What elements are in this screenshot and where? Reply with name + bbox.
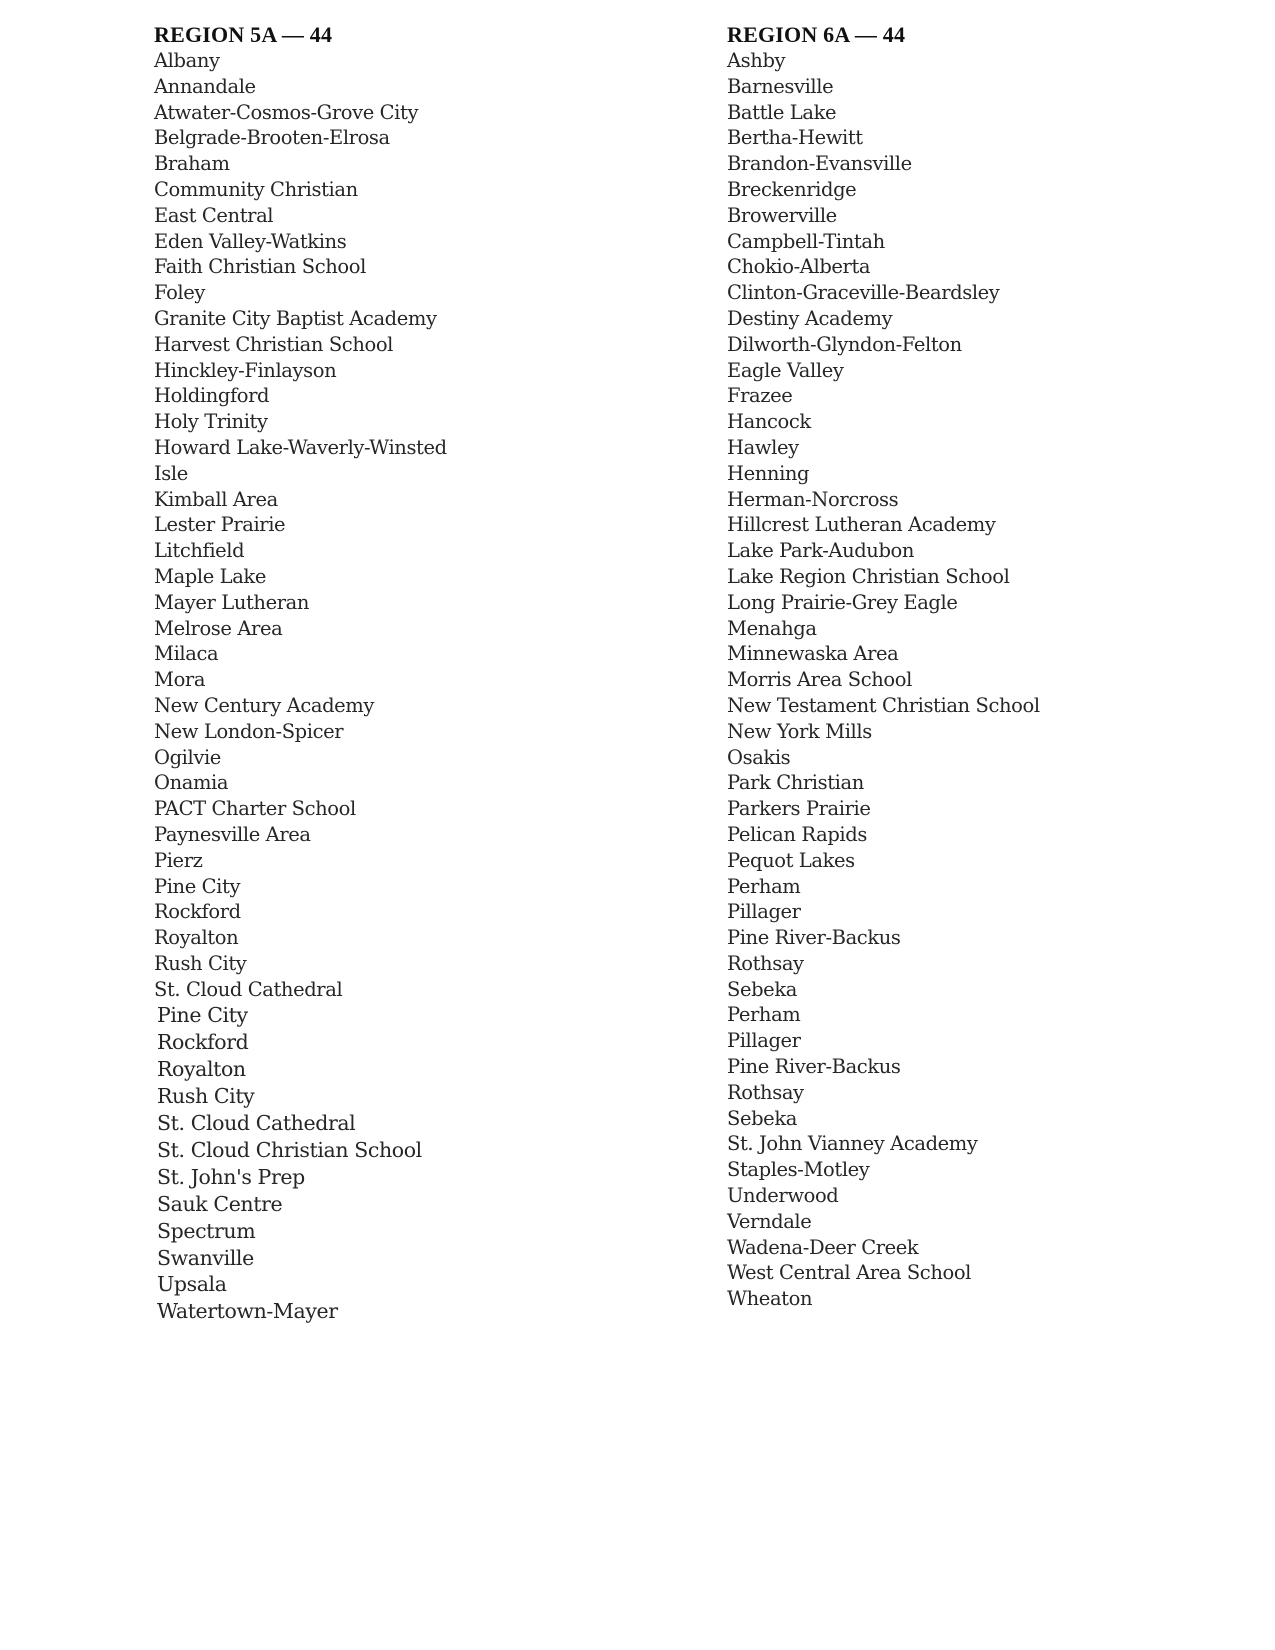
school-list-item: Holy Trinity — [154, 410, 268, 434]
school-list-item: Perham — [727, 1003, 801, 1027]
school-list-item: Milaca — [154, 642, 219, 666]
region-6a-heading: REGION 6A — 44 — [727, 22, 906, 47]
school-list-item: Litchfield — [154, 539, 245, 563]
school-list-item: Rothsay — [727, 1080, 804, 1104]
school-list-item: Foley — [154, 281, 205, 305]
school-list-item: Hinckley-Finlayson — [154, 358, 337, 382]
school-list-item: Menahga — [727, 616, 817, 640]
school-list-item: Rockford — [157, 1030, 249, 1055]
school-list-item: Swanville — [157, 1245, 254, 1270]
school-list-item: Ogilvie — [154, 745, 221, 769]
school-list-item: Underwood — [727, 1184, 839, 1208]
school-list-item: Upsala — [157, 1272, 227, 1297]
school-list-item: Holdingford — [154, 384, 270, 408]
school-list-item: New Century Academy — [154, 693, 375, 717]
school-list-item: Henning — [727, 461, 810, 485]
school-list-item: Morris Area School — [727, 668, 912, 692]
school-list-item: Isle — [154, 461, 188, 485]
school-list-item: Melrose Area — [154, 616, 283, 640]
school-list-item: New London-Spicer — [154, 719, 344, 743]
school-list-item: Pine River-Backus — [727, 926, 901, 950]
school-list-item: Minnewaska Area — [727, 642, 899, 666]
school-list-item: Belgrade-Brooten-Elrosa — [154, 126, 390, 150]
school-list-item: Albany — [154, 49, 220, 72]
school-list-item: Spectrum — [157, 1218, 256, 1243]
region-6a-school-list — [727, 48, 1040, 1312]
school-list-item: Pequot Lakes — [727, 848, 855, 872]
school-list-item: Granite City Baptist Academy — [154, 306, 437, 330]
school-list-item: St. John Vianney Academy — [727, 1132, 978, 1156]
school-list-item: Paynesville Area — [154, 822, 311, 846]
school-list-item: Lake Park-Audubon — [727, 539, 915, 563]
school-list-item: Mora — [154, 668, 206, 692]
school-list-item: New York Mills — [727, 719, 872, 743]
school-list-item: Brandon-Evansville — [727, 152, 912, 176]
school-list-item: St. Cloud Cathedral — [154, 977, 343, 1001]
school-list-item: PACT Charter School — [154, 797, 356, 821]
school-list-item: Pine City — [157, 1003, 248, 1028]
school-list-item: New Testament Christian School — [727, 693, 1040, 717]
school-list-item: Pillager — [727, 1029, 801, 1053]
school-list-item: Perham — [727, 874, 801, 898]
school-list-item: Eagle Valley — [727, 358, 844, 382]
school-list-item: St. Cloud Christian School — [157, 1137, 422, 1162]
school-list-item: Parkers Prairie — [727, 797, 871, 821]
school-list-item: Rothsay — [727, 951, 804, 975]
school-list-item: East Central — [154, 203, 274, 227]
school-list-item: Pelican Rapids — [727, 822, 867, 846]
school-list-item: Dilworth-Glyndon-Felton — [727, 332, 962, 356]
school-list-item: Pine City — [154, 874, 241, 898]
school-list-item: Frazee — [727, 384, 793, 408]
school-list-item: Breckenridge — [727, 177, 857, 201]
school-list-item: Ashby — [727, 49, 786, 72]
school-list-item: Park Christian — [727, 771, 864, 795]
school-list-item: Annandale — [154, 74, 256, 98]
region-5a-heading: REGION 5A — 44 — [154, 22, 333, 47]
school-list-item: Sebeka — [727, 977, 797, 1001]
school-list-item: Kimball Area — [154, 487, 278, 511]
school-list-item: Browerville — [727, 203, 837, 227]
school-list-item: Sebeka — [727, 1106, 797, 1130]
school-list-item: Onamia — [154, 771, 229, 795]
region-5a-school-list — [154, 48, 447, 1325]
school-list-item: St. Cloud Cathedral — [157, 1111, 356, 1136]
school-list-item: Hillcrest Lutheran Academy — [727, 513, 996, 537]
school-list-item: Barnesville — [727, 74, 834, 98]
school-list-item: Howard Lake-Waverly-Winsted — [154, 435, 447, 459]
school-list-item: Pierz — [154, 848, 203, 872]
school-list-item: Pine River-Backus — [727, 1055, 901, 1079]
school-list-item: Watertown-Mayer — [157, 1299, 338, 1324]
school-list-item: St. John's Prep — [157, 1164, 305, 1189]
school-list-item: Royalton — [157, 1057, 246, 1082]
school-list-item: Wheaton — [727, 1287, 813, 1311]
school-list-item: Sauk Centre — [157, 1191, 283, 1216]
school-list-item: Herman-Norcross — [727, 487, 899, 511]
school-list-item: Hancock — [727, 410, 811, 434]
school-list-item: Faith Christian School — [154, 255, 366, 279]
school-list-item: Mayer Lutheran — [154, 590, 310, 614]
school-list-item: Rush City — [154, 951, 247, 975]
school-list-item: Royalton — [154, 926, 239, 950]
school-list-item: Eden Valley-Watkins — [154, 229, 347, 253]
school-list-item: Atwater-Cosmos-Grove City — [154, 100, 419, 124]
school-list-item: Long Prairie-Grey Eagle — [727, 590, 958, 614]
school-list-item: Campbell-Tintah — [727, 229, 885, 253]
school-list-item: Bertha-Hewitt — [727, 126, 863, 150]
school-list-item: Wadena-Deer Creek — [727, 1235, 919, 1259]
school-list-item: Staples-Motley — [727, 1158, 870, 1182]
school-list-item: Maple Lake — [154, 564, 266, 588]
school-list-item: Verndale — [727, 1209, 812, 1233]
school-list-item: Hawley — [727, 435, 799, 459]
school-list-item: Pillager — [727, 900, 801, 924]
school-list-item: Battle Lake — [727, 100, 837, 124]
school-list-item: Rush City — [157, 1084, 255, 1109]
school-list-item: Osakis — [727, 745, 791, 769]
school-list-item: Lester Prairie — [154, 513, 286, 537]
school-list-item: Clinton-Graceville-Beardsley — [727, 281, 1000, 305]
school-list-item: Rockford — [154, 900, 241, 924]
school-list-item: Community Christian — [154, 177, 358, 201]
school-list-item: West Central Area School — [727, 1261, 971, 1285]
school-list-item: Harvest Christian School — [154, 332, 394, 356]
school-list-item: Chokio-Alberta — [727, 255, 871, 279]
school-list-item: Destiny Academy — [727, 306, 893, 330]
region-6a-column — [727, 22, 1040, 1312]
region-5a-column — [154, 22, 447, 1325]
school-list-item: Lake Region Christian School — [727, 564, 1010, 588]
school-list-item: Braham — [154, 152, 230, 176]
